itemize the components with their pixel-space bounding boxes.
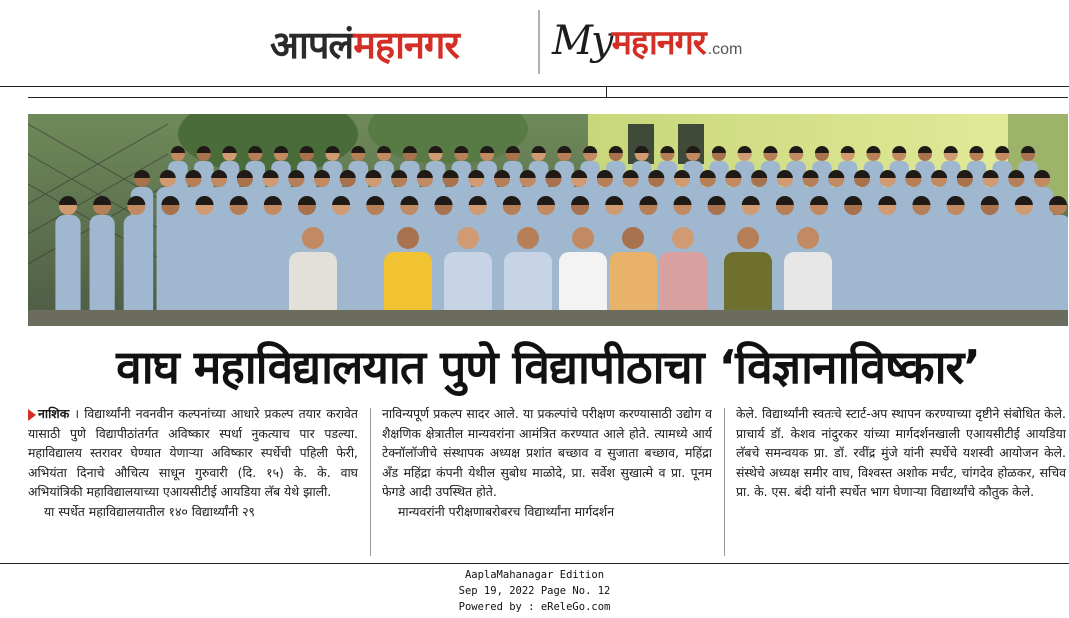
dateline: नाशिक — [38, 406, 70, 421]
column-divider — [370, 408, 371, 556]
logo-right-part1: My — [552, 18, 612, 64]
article-paragraph: मान्यवरांनी परीक्षणाबरोबरच विद्यार्थ्यांना मार्गदर्शन — [398, 503, 615, 519]
paragraph-text: । विद्यार्थ्यांनी नवनवीन कल्पनांच्या आधारे प्रकल्प तयार करावेत यासाठी पुणे विद्यापीठांतर्गत अविष्कार स्पर्धा नुकत्याच पार पडल्या. महाविद्यालय स्तरावर घेण्यात येणाऱ्या अविष्कार स्पर्धेची पहिली फेरी, अभियंता दिनाचे औचित्य साधून गुरुवारी (दि. १५) के. के. वाघ अभियांत्रिकी महाविद्यालयाच्या एआयसीटीई आयडिया लॅब येथे झाली. — [28, 406, 358, 499]
seated-person-head — [672, 227, 694, 249]
article-paragraph: या स्पर्धेत महाविद्यालयातील १४० विद्यार्थ्यांनी २९ — [44, 503, 256, 519]
seated-person-head — [622, 227, 644, 249]
article-paragraph — [28, 404, 358, 502]
top-rule — [0, 86, 1069, 87]
article-paragraph: केले. विद्यार्थ्यांनी स्वतःचे स्टार्ट-अप स्थापन करण्याच्या दृष्टीने संबोधित केले. प्राचार्य डॉ. केशव नांदुरकर यांच्या मार्गदर्शनखाली एआयसीटीई आयडिया लॅबचे समन्वयक प्रा. डॉ. रवींद्र मुंजे यांनी स्पर्धेचे यशस्वी आयोजन केले. संस्थेचे अध्यक्ष समीर वाघ, विश्वस्त अशोक मर्चंट, चांगदेव होळकर, सचिव प्रा. के. एस. बंदी यांनी स्पर्धेत भाग घेणाऱ्या विद्यार्थ्यांचे कौतुक केले. — [736, 406, 1066, 499]
person-body — [875, 215, 900, 326]
footer — [0, 567, 1069, 617]
seated-person-head — [517, 227, 539, 249]
logo-left-part1: आपलं — [270, 23, 354, 67]
footer-date-page: Sep 19, 2022 Page No. 12 — [458, 585, 611, 597]
article-column-1 — [28, 404, 358, 560]
seated-person-head — [737, 227, 759, 249]
dateline-marker-icon — [28, 409, 36, 421]
seated-person-head — [397, 227, 419, 249]
person-body — [158, 215, 183, 326]
logo-right-part3: .com — [707, 41, 743, 58]
article-paragraph: नाविन्यपूर्ण प्रकल्प सादर आले. या प्रकल्पांचे परीक्षण करण्यासाठी उद्योग व शैक्षणिक क्षेत्रातील मान्यवरांना आमंत्रित करण्यात आले होते. त्यामध्ये आर्य टेक्नॉलॉजीचे संस्थापक अध्यक्ष प्रशांत बच्छाव व सुजाता बच्छाव, महिंद्रा अँड महिंद्रा कंपनी येथील सुबोध माळोदे, प्रा. सर्वेश सुखात्मे व प्रा. पूनम फेगडे आदी उपस्थित होते. — [382, 406, 712, 499]
person-body — [226, 215, 251, 326]
column-divider — [724, 408, 725, 556]
seated-person-head — [797, 227, 819, 249]
article-column-2 — [382, 404, 712, 560]
person-body — [977, 215, 1002, 326]
article-column-3 — [736, 404, 1066, 560]
masthead — [0, 0, 1069, 84]
logo-right-part2: महानगर — [611, 23, 706, 63]
seated-person-head — [572, 227, 594, 249]
person-body — [1045, 215, 1068, 326]
person-body — [124, 215, 149, 326]
footer-powered-by[interactable]: Powered by : eReleGo.com — [458, 601, 611, 613]
footer-edition: AaplaMahanagar Edition — [464, 569, 605, 581]
person-body — [841, 215, 866, 326]
person-body — [1011, 215, 1036, 326]
top-rule-tick — [606, 86, 607, 97]
group-photo — [28, 114, 1068, 326]
seated-person-head — [302, 227, 324, 249]
person-body — [909, 215, 934, 326]
person-body — [260, 215, 285, 326]
second-rule — [28, 97, 1068, 98]
person-body — [90, 215, 115, 326]
article-body — [28, 404, 1068, 560]
bottom-rule — [0, 563, 1069, 564]
person-body — [192, 215, 217, 326]
my-mahanagar-logo[interactable] — [552, 18, 742, 68]
person-body — [55, 215, 80, 326]
seated-person-head — [457, 227, 479, 249]
person-body — [943, 215, 968, 326]
logo-divider — [538, 10, 540, 74]
logo-left-part2: महानगर — [353, 23, 459, 67]
group-photo-icon — [28, 114, 1068, 326]
headline: वाघ महाविद्यालयात पुणे विद्यापीठाचा ‘विज्ञानाविष्कार’ — [116, 340, 980, 394]
aapla-mahanagar-logo[interactable] — [270, 18, 459, 68]
